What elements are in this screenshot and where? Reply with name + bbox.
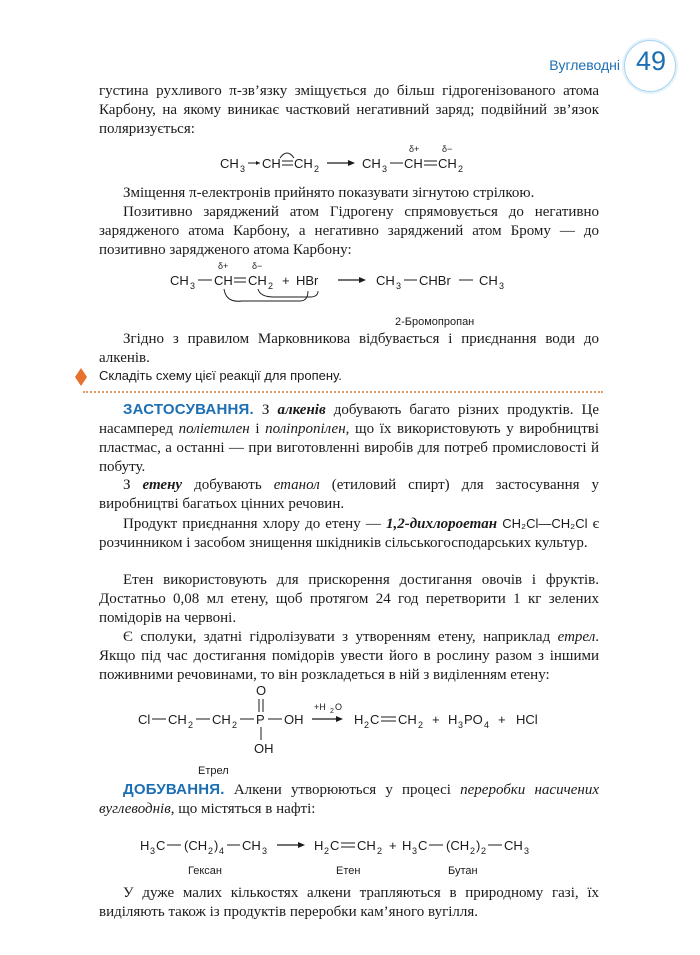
- svg-text:CH: CH: [212, 712, 231, 727]
- svg-text:2: 2: [364, 720, 370, 730]
- f3-oh: OH: [284, 712, 304, 727]
- f1-ch: CH: [262, 156, 281, 171]
- paragraph-polarization: густина рухливого π-зв’язку зміщується до більш гідрогенізованого атома Карбону, на якому виникає частковий негативний заряд; подвійний зв’язок поляризується:: [99, 83, 599, 137]
- svg-text:): ): [476, 838, 481, 853]
- svg-text:2: 2: [208, 846, 214, 856]
- f3-water: +H: [314, 702, 326, 712]
- svg-text:2: 2: [418, 720, 424, 730]
- svg-text:2: 2: [268, 281, 274, 291]
- formula-etrel: [138, 682, 578, 777]
- f1-ch2: CH: [294, 156, 313, 171]
- svg-text:3: 3: [499, 281, 505, 291]
- application-title: ЗАСТОСУВАННЯ.: [123, 401, 254, 418]
- svg-text:CH: CH: [242, 838, 261, 853]
- f4-caption-ethene: Етен: [336, 865, 361, 877]
- svg-text:H: H: [140, 838, 150, 853]
- f2-plus: +: [282, 273, 290, 288]
- f4-caption-hexane: Гексан: [188, 865, 222, 877]
- task-text: Складіть схему цієї реакції для пропену.: [99, 368, 342, 383]
- formula-polarization: [220, 140, 500, 180]
- f3-hcl: HCl: [516, 712, 538, 727]
- formula-hbr-addition: [170, 257, 530, 332]
- f2-ch: CH: [214, 273, 233, 288]
- svg-text:2: 2: [481, 846, 487, 856]
- f2-p-chbr: CHBr: [419, 273, 451, 288]
- paragraph-markovnikov: Згідно з правилом Марковникова відбувається і приєднання води до алкенів.: [99, 331, 599, 366]
- paragraph-arrow-notation: Зміщення π-електронів прийнято показувати зігнутою стрілкою.: [123, 185, 535, 201]
- application-paragraph-5: Є сполуки, здатні гідролізувати з утворенням етену, наприклад етрел. Якщо під час достигання помідорів увести його в рослину разом з іншими поживними речовинами, то він розкладеться в ній з виділенням етену:: [99, 629, 599, 683]
- svg-text:H: H: [354, 712, 364, 727]
- application-paragraph-3: Продукт приєднання хлору до етену — 1,2-дихлороетан CH₂Cl—CH₂Cl є розчинником і засобом знищення шкідників сільськогосподарських культур.: [99, 516, 600, 551]
- svg-text:3: 3: [412, 846, 418, 856]
- f3-o: O: [256, 683, 267, 698]
- svg-text:3: 3: [262, 846, 268, 856]
- svg-text:2: 2: [458, 164, 464, 174]
- production-title: ДОБУВАННЯ.: [123, 781, 225, 798]
- f3-p: P: [256, 712, 265, 727]
- svg-text:+: +: [389, 838, 397, 853]
- f4-caption-butane: Бутан: [448, 865, 478, 877]
- f2-dplus: δ+: [218, 261, 229, 271]
- svg-text:3: 3: [396, 281, 402, 291]
- svg-text:CH: CH: [168, 712, 187, 727]
- f1-dplus: δ+: [409, 144, 420, 154]
- f1-ch3b: CH: [362, 156, 381, 171]
- svg-text:CH: CH: [357, 838, 376, 853]
- production-paragraph: ДОБУВАННЯ. Алкени утворюються у процесі переробки насичених вуглеводнів, що містяться в нафті:: [99, 781, 599, 817]
- f1-sub3: 3: [240, 164, 246, 174]
- svg-text:3: 3: [524, 846, 530, 856]
- svg-text:O: O: [335, 702, 343, 712]
- diamond-icon: [75, 368, 87, 391]
- svg-text:2: 2: [377, 846, 383, 856]
- svg-text:C: C: [370, 712, 380, 727]
- svg-text:): ): [214, 838, 219, 853]
- f2-ch3: CH: [170, 273, 189, 288]
- application-paragraph-2: З етену добувають етанол (етиловий спирт) для застосування у виробництві багатьох цінних речовин.: [99, 477, 600, 512]
- svg-text:H: H: [402, 838, 412, 853]
- f2-caption: 2-Бромопропан: [395, 316, 475, 328]
- task-box: [75, 366, 605, 388]
- f1-sub2: 2: [314, 164, 320, 174]
- svg-text:4: 4: [484, 720, 490, 730]
- svg-text:H: H: [314, 838, 324, 853]
- f1-dminus: δ−: [442, 144, 453, 154]
- svg-text:3: 3: [190, 281, 196, 291]
- svg-text:3: 3: [382, 164, 388, 174]
- svg-text:C: C: [418, 838, 428, 853]
- svg-text:C: C: [156, 838, 166, 853]
- paragraph-hbr-addition: Позитивно заряджений атом Гідрогену спрямовується до негативно зарядженого атома Карбону, а негативно заряджений атом Брому — до позитивно зарядженого атома Карбону:: [99, 204, 599, 258]
- svg-text:(CH: (CH: [446, 838, 470, 853]
- svg-text:CH: CH: [398, 712, 417, 727]
- svg-text:+: +: [432, 712, 440, 727]
- header-title: Вуглеводні: [549, 57, 620, 73]
- f3-cl: Cl: [138, 712, 151, 727]
- f2-ch2: CH: [248, 273, 267, 288]
- svg-text:2: 2: [188, 720, 194, 730]
- svg-text:4: 4: [219, 846, 225, 856]
- svg-text:PO: PO: [464, 712, 483, 727]
- svg-text:C: C: [330, 838, 340, 853]
- svg-text:H: H: [448, 712, 458, 727]
- paragraph-natural-gas: У дуже малих кількостях алкени трапляються в природному газі, їх виділяють також із продуктів переробки кам’яного вугілля.: [99, 885, 599, 920]
- f2-p-ch3: CH: [376, 273, 395, 288]
- svg-text:CH: CH: [504, 838, 523, 853]
- svg-text:2: 2: [330, 708, 334, 715]
- svg-text:+: +: [498, 712, 506, 727]
- f1-ch3: CH: [220, 156, 239, 171]
- f2-hbr: HBr: [296, 273, 319, 288]
- f2-p-ch3b: CH: [479, 273, 498, 288]
- svg-text:2: 2: [324, 846, 330, 856]
- f1-ch2b: CH: [438, 156, 457, 171]
- application-paragraph-1: ЗАСТОСУВАННЯ. З алкенів добувають багато різних продуктів. Це насамперед поліетилен і поліпропілен, що їх використовують у виробництві пластмас, а останні — при виготовленні виробів для потреб промисловості й побуту.: [99, 401, 600, 475]
- svg-text:3: 3: [458, 720, 464, 730]
- formula-cracking: [140, 830, 550, 880]
- page-number: 49: [635, 46, 667, 76]
- svg-text:2: 2: [470, 846, 476, 856]
- svg-text:2: 2: [232, 720, 238, 730]
- f2-dminus: δ−: [252, 261, 263, 271]
- divider: [83, 391, 603, 393]
- svg-text:3: 3: [150, 846, 156, 856]
- f3-oh-bottom: OH: [254, 741, 274, 756]
- f1-chb: CH: [404, 156, 423, 171]
- application-paragraph-4: Етен використовують для прискорення достигання овочів і фруктів. Достатньо 0,08 мл етену, щоб протягом 24 год перетворити 1 кг зелених помідорів на червоні.: [99, 572, 599, 626]
- svg-text:(CH: (CH: [184, 838, 208, 853]
- f3-caption: Етрел: [198, 765, 229, 777]
